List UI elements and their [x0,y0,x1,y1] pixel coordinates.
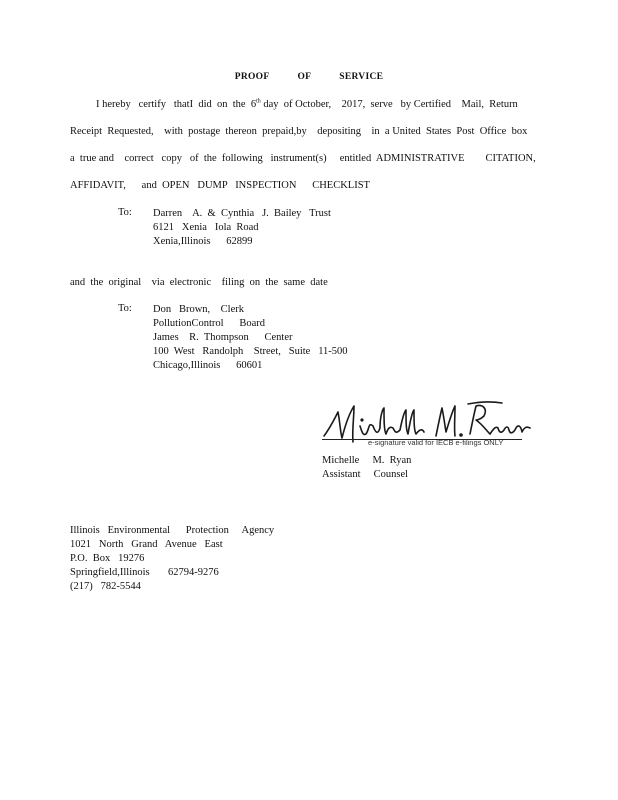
body-ordinal-suffix: th [256,98,261,105]
body-line-2: Receipt Requested, with postage thereon prepaid,by depositing in a United States Post Office box [70,126,528,137]
signatory-block [322,454,411,482]
recipient-2-line: James R. Thompson Center [153,332,293,343]
agency-line: 1021 North Grand Avenue East [70,539,223,550]
body-line-1-post: day of October, 2017, serve by Certified Mail, Return [260,99,518,110]
title-word-of: OF [297,72,312,82]
signatory-title: Assistant Counsel [322,469,409,480]
body-line-3: a true and correct copy of the following instrument(s) entitled ADMINISTRATIVE CITATION, [70,153,536,164]
body-line-1 [96,99,540,110]
title-word-proof: PROOF [234,72,270,82]
recipient-2-line: PollutionControl Board [153,318,266,329]
recipient-1-address [153,207,331,249]
to-label-1: To: [118,207,132,218]
agency-line: Springfield,Illinois 62794-9276 [70,567,219,578]
recipient-2-line: Chicago,Illinois 60601 [153,360,263,371]
title-word-service: SERVICE [339,72,384,82]
agency-address [70,524,274,594]
body-line-1-pre: I hereby certify thatI did on the 6 [96,99,257,110]
recipient-1-line: 6121 Xenia Iola Road [153,222,259,233]
document-title [0,72,618,82]
to-label-2: To: [118,303,132,314]
recipient-2-line: Don Brown, Clerk [153,304,244,315]
original-filing-line: and the original via electronic filing on the same date [70,277,328,288]
recipient-2-line: 100 West Randolph Street, Suite 11-500 [153,346,348,357]
signatory-name: Michelle M. Ryan [322,455,412,466]
agency-line: (217) 782-5544 [70,581,141,592]
e-signature-note: e-signature valid for IECB e-filings ONLY [368,438,504,447]
recipient-1-line: Xenia,Illinois 62899 [153,236,253,247]
recipient-1-line: Darren A. & Cynthia J. Bailey Trust [153,208,331,219]
body-line-4: AFFIDAVIT, and OPEN DUMP INSPECTION CHECKLIST [70,180,370,191]
agency-line: P.O. Box 19276 [70,553,145,564]
agency-line: Illinois Environmental Protection Agency [70,525,275,536]
recipient-2-address [153,303,348,373]
